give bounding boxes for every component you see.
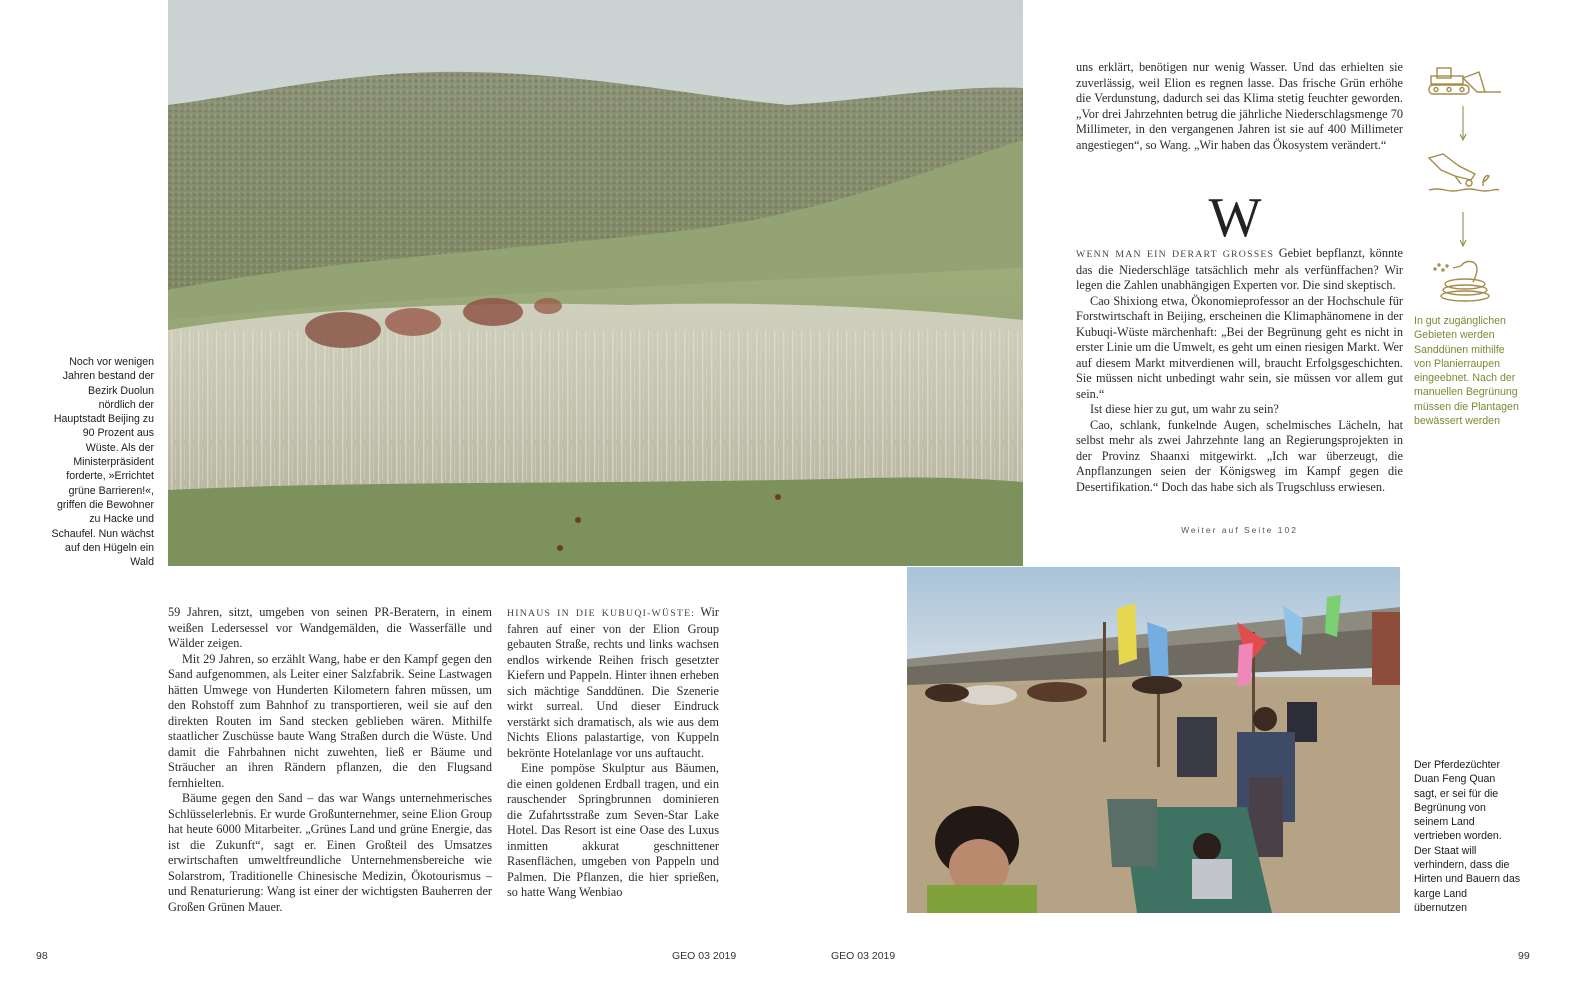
text-column-right-mid <box>1076 246 1403 495</box>
paragraph: Bäume gegen den Sand – das war Wangs unternehmerisches Schlüsselerlebnis. Er wurde Großunternehmer, seine Elion Group hat heute 6000 Mitarbeiter. „Grünes Land und grüne Energie, das ist die Zukunft“, sagt er. Einen Großteil des Umsatzes erwirtschaften umweltfreundliche Unternehmensbereiche wie Solarstrom, Traditionelle Chinesische Medizin, Ökotourismus – und Renaturierung: Wang ist einer der wichtigsten Bauherren der Großen Grünen Mauer. <box>168 791 492 914</box>
paragraph-lead: WENN MAN EIN DERART GROSSES Gebiet bepflanzt, könnte das die Niederschläge tatsächlich mehr als verfünffachen? Wir legen die Zahlen unabhängigen Experten vor. Die sind skeptisch. <box>1076 246 1403 292</box>
paragraph: Mit 29 Jahren, so erzählt Wang, habe er den Kampf gegen den Sand aufgenommen, als Leiter einer Salzfabrik. Seine Lastwagen hätten Umwege von Hunderten Kilometern fahren müssen, um den Rohstoff zum Bahnhof zu transportieren, weil sie auf den direkten Routen im Sand stecken geblieben wären. Mithilfe staatlicher Zuschüsse baute Wang Straßen durch die Wüste. Und damit die Fahrbahnen nicht zuwehten, ließ er Bäume und Sträucher an ihren Rändern pflanzen, die den Flugsand fernhielten. <box>168 651 492 790</box>
continue-note: Weiter auf Seite 102 <box>1181 525 1298 535</box>
paragraph: Eine pompöse Skulptur aus Bäumen, die einen goldenen Erdball tragen, und ein rauschender Springbrunnen dominieren die Zufahrtsstraße zum Seven-Star Lake Hotel. Das Resort ist eine Oase des Luxus inmitten akkurat geschnittener Rasenflächen, umgeben von Pappeln und Palmen. Die Pflanzen, die hier sprießen, so hatte Wang Wenbiao <box>507 761 719 899</box>
right-caption-top: In gut zugänglichen Gebieten werden Sanddünen mithilfe von Planierraupen eingeebnet. Nach der manuellen Begrünung müssen die Plantagen bewässert werden <box>1414 315 1519 428</box>
left-photo-caption: Noch vor wenigen Jahren bestand der Bezirk Duolun nördlich der Hauptstadt Beijing zu 90 Prozent aus Wüste. Als der Ministerpräsident forderte, »Errichtet grüne Barrieren!«, griffen die Bewohner zu Hacke und Schaufel. Nun wächst auf den Hügeln ein Wald <box>51 356 154 569</box>
right-caption-bottom: Der Pferdezüchter Duan Feng Quan sagt, er sei für die Begrünung von seinem Land vertrieben worden. Der Staat will verhindern, dass die Hirten und Bauern das karge Land übernutzen <box>1414 759 1521 914</box>
bulldozer-icon <box>1425 58 1505 98</box>
paragraph-lead: HINAUS IN DIE KUBUQI-WÜSTE: Wir fahren auf einer von der Elion Group gebauten Straße, rechts und links wachsen endlos wirkende Reihen frisch gesetzter Kiefern und Pappeln. Hinter ihnen erheben sich mächtige Sanddünen. Die Szenerie wirkt surreal. Und dieser Eindruck verstärkt sich dramatisch, als wie aus dem Nichts Elions palastartige, von Kuppeln bekrönte Hotelanlage vor uns auftaucht. <box>507 605 719 760</box>
hand-planting-icon <box>1425 150 1505 196</box>
magazine-issue-right: GEO 03 2019 <box>831 950 896 962</box>
page-number-left: 98 <box>36 950 48 962</box>
page-number-right: 99 <box>1518 950 1530 962</box>
horse-breeder-photo <box>907 567 1400 913</box>
paragraph: 59 Jahren, sitzt, umgeben von seinen PR-Beratern, in einem weißen Ledersessel vor Wandgemälden, die Wasserfälle und Wälder zeigen. <box>168 605 492 650</box>
section-lead: WENN MAN EIN DERART GROSSES <box>1076 249 1275 260</box>
paragraph: Cao Shixiong etwa, Ökonomieprofessor an der Hochschule für Forstwirtschaft in Beijing, erscheinen die Klimaphänomene in der Kubuqi-Wüste märchenhaft: „Bei der Begrünung geht es nicht in erster Linie um die Umwelt, es geht um einen riesigen Markt. Wer auf diesem Markt mitverdienen will, braucht Erfolgsgeschichten. Sie müssen nicht unbedingt wahr sein, sie müssen vor allem gut sein.“ <box>1076 293 1403 401</box>
arrow-down-icon <box>1460 212 1464 246</box>
text-column-1 <box>168 605 492 915</box>
paragraph: uns erklärt, benötigen nur wenig Wasser. Und das erhielten sie zuverlässig, weil Elion es regnen lasse. Das frische Grün erhöhe die Verdunstung, dadurch sei das Klima stetig feuchter geworden. „Vor drei Jahrzehnten betrug die jährliche Niederschlagsmenge 70 Millimeter, in den vergangenen Jahren ist sie auf 400 Millimeter angestiegen“, so Wang. „Wir haben das Ökosystem verändert.“ <box>1076 60 1403 152</box>
watering-hose-icon <box>1425 254 1505 306</box>
text-column-right-top <box>1076 60 1403 153</box>
section-lead: HINAUS IN DIE KUBUQI-WÜSTE: <box>507 608 696 619</box>
text-column-2 <box>507 605 719 901</box>
landscape-photo <box>168 0 1023 566</box>
arrow-down-icon <box>1460 106 1464 140</box>
paragraph: Cao, schlank, funkelnde Augen, schelmisches Lächeln, hat selbst mehr als zwei Jahrzehnte lang an Regierungsprojekten in der Provinz Shaanxi mitgewirkt. „Ich war überzeugt, die Anpflanzungen seien der Königsweg im Kampf gegen die Desertifikation.“ Doch das habe sich als Trugschluss erwiesen. <box>1076 417 1403 494</box>
drop-cap: W <box>1208 187 1262 249</box>
magazine-issue-left: GEO 03 2019 <box>672 950 737 962</box>
paragraph: Ist diese hier zu gut, um wahr zu sein? <box>1090 402 1279 416</box>
